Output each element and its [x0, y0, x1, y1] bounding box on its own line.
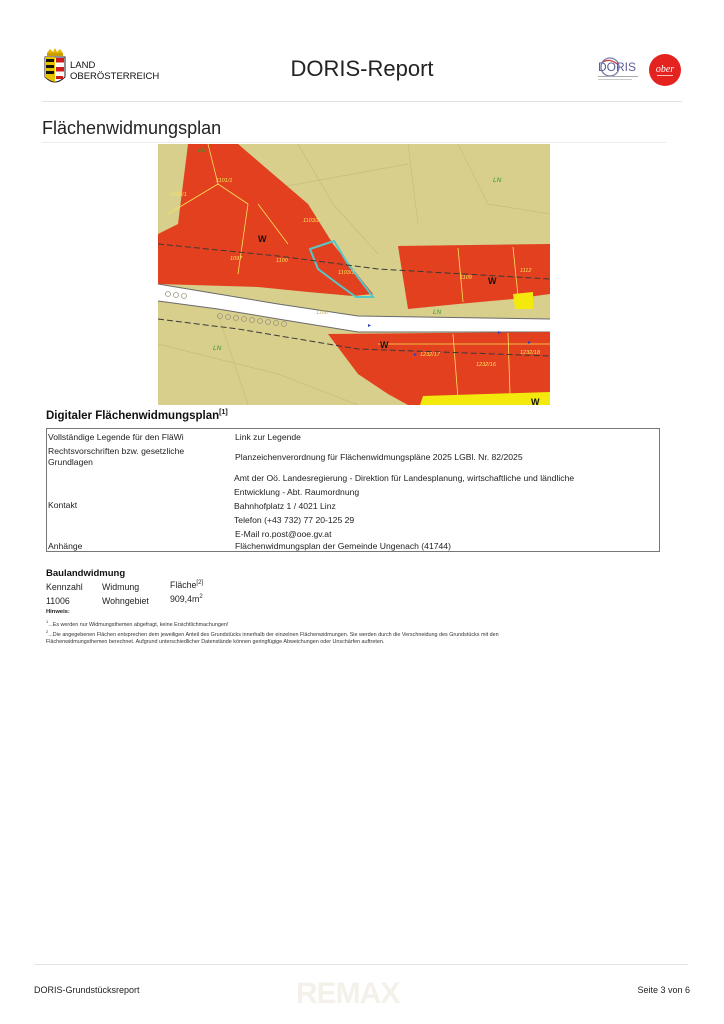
note-ref: 1 [46, 619, 49, 624]
svg-text:▸: ▸ [368, 323, 372, 329]
map-label-ln: LN [433, 309, 442, 316]
doris-logo-text: DORIS [598, 60, 637, 74]
legend-label: Vollständige Legende für den FläWi [48, 432, 184, 442]
note-ref: 2 [46, 629, 49, 634]
zoning-map [158, 144, 550, 405]
footer-page-number: Seite 3 von 6 [637, 985, 690, 995]
law-label: Rechtsvorschriften bzw. gesetzliche Grundlagen [48, 446, 185, 467]
doris-logo [594, 56, 642, 84]
note-text: ...Die angegebenen Flächen entsprechen dem jeweiligen Anteil des Grundstücks innerhalb der einzelnen Flächenwidmungen. Sie werden durch die Verschneidung des Grundstücks mit den [48, 631, 499, 638]
map-label-w: W [380, 340, 389, 350]
contact-line: Amt der Oö. Landesregierung - Direktion für Landesplanung, wirtschaftliche und ländliche [234, 473, 575, 483]
map-parcel-number: 1112 [520, 268, 532, 274]
notes-title: Hinweis: [46, 609, 70, 615]
remax-watermark: REMAX [296, 977, 400, 1010]
svg-text:▸: ▸ [498, 330, 502, 336]
map-parcel-number: 1232/16 [476, 362, 496, 368]
footer-divider [34, 964, 688, 965]
map-parcel-number: 1100 [276, 258, 288, 264]
map-parcel-number: 1108 [316, 310, 328, 316]
map-parcel-number: 1097 [230, 256, 243, 262]
svg-text:▸: ▸ [414, 352, 418, 358]
baulandwidmung-title: Baulandwidmung [46, 568, 126, 579]
unit-exponent: 2 [199, 594, 203, 601]
cell-widmung: Wohngebiet [102, 596, 149, 606]
contact-line: Entwicklung - Abt. Raumordnung [234, 487, 360, 497]
footer-report-name: DORIS-Grundstücksreport [34, 985, 140, 995]
attachments-label: Anhänge [48, 541, 83, 551]
note-2-continued: Flächenwidmungsthemen berechnet. Aufgrund unterschiedlicher Datenstände können geringfügige Abweichungen oder Unschärfen auftreten. [46, 639, 385, 645]
legend-table [46, 428, 660, 552]
map-parcel-number: 1232/17 [420, 352, 440, 358]
column-header-flaeche-text: Fläche [170, 580, 197, 590]
footnote-ref: [1] [219, 409, 228, 416]
ober-logo-text: ober [655, 64, 675, 75]
logo-text-land: LAND [70, 60, 96, 71]
map-parcel-number: 1103/1 [338, 270, 355, 276]
map-label-w: W [488, 276, 497, 286]
map-parcel-number: 1103/2 [303, 218, 320, 224]
cell-kennzahl: 11006 [46, 596, 70, 606]
digital-plan-title-text: Digitaler Flächenwidmungsplan [46, 409, 220, 422]
attachments-link[interactable]: Flächenwidmungsplan der Gemeinde Ungenach (41744) [235, 541, 451, 551]
footnote-ref: [2] [196, 580, 204, 587]
section-title: Flächenwidmungsplan [42, 118, 222, 138]
svg-text:▸: ▸ [528, 340, 532, 346]
cell-flaeche-value: 909,4m [170, 594, 200, 604]
map-label-ln: LN [213, 345, 222, 352]
logo-text-state: OBERÖSTERREICH [70, 71, 160, 82]
column-header-kennzahl: Kennzahl [46, 582, 83, 592]
note-text: ...Es werden nur Widmungsthemen abgefragt, keine Ersichtlichmachungen! [48, 621, 229, 628]
map-parcel-number: 1086/1 [170, 192, 187, 198]
cell-flaeche [170, 594, 203, 604]
map-label-w: W [531, 397, 540, 405]
legend-link[interactable]: Link zur Legende [235, 432, 301, 442]
map-parcel-number: 1109 [460, 275, 472, 281]
map-label-w: W [258, 234, 267, 244]
law-value: Planzeichenverordnung für Flächenwidmungspläne 2025 LGBl. Nr. 82/2025 [235, 452, 523, 462]
contact-label: Kontakt [48, 500, 78, 510]
map-label-ln: LN [198, 147, 207, 154]
header-divider [42, 101, 682, 102]
contact-line: Telefon (+43 732) 77 20-125 29 [234, 515, 355, 525]
ober-logo [648, 53, 682, 87]
section-divider [42, 142, 666, 143]
report-title: DORIS-Report [290, 56, 434, 81]
map-label-ln: LN [493, 177, 502, 184]
contact-email[interactable]: E-Mail ro.post@ooe.gv.at [235, 529, 332, 539]
map-parcel-number: 1101/1 [216, 178, 233, 184]
column-header-widmung: Widmung [102, 582, 140, 592]
contact-line: Bahnhofplatz 1 / 4021 Linz [234, 501, 336, 511]
map-parcel-number: 1232/18 [520, 350, 540, 356]
digital-plan-title [46, 409, 228, 422]
column-header-flaeche [170, 580, 203, 590]
